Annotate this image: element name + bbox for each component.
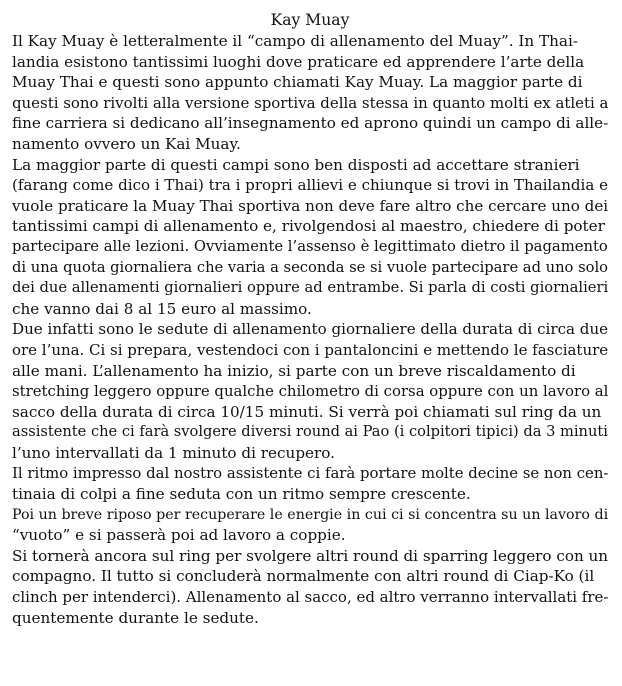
text-line: Il Kay Muay è letteralmente il “campo di allenamento del Muay”. In Thai- [12,32,578,50]
text-line: Si tornerà ancora sul ring per svolgere altri round di sparring leggero con un [12,546,609,565]
text-line: fine carriera si dedicano all’insegnamento ed aprono quindi un campo di alle- [12,114,609,133]
text-line: “vuoto” e si passerà poi ad lavoro a coppie. [12,526,346,545]
text-line: (farang come dico i Thai) tra i propri allievi e chiunque si trovi in Thailandia e [12,176,608,195]
text-line: alle mani. L’allenamento ha inizio, si parte con un breve riscaldamento di [12,361,576,380]
text-line: l’uno intervallati da 1 minuto di recupero. [12,443,336,462]
text-line: vuole praticare la Muay Thai sportiva non deve fare altro che cercare uno dei [12,196,609,215]
text-line: assistente che ci farà svolgere diversi round ai Pao (i colpitori tipici) da 3 minuti [12,423,608,441]
text-line: tantissimi campi di allenamento e, rivolgendosi al maestro, chiedere di poter [12,217,605,236]
text-line: namento ovvero un Kai Muay. [12,134,241,153]
document-title: Kay Muay [270,11,350,29]
text-line: sacco della durata di circa 10/15 minuti. Si verrà poi chiamati sul ring da un [12,402,602,421]
text-line: quentemente durante le sedute. [12,608,259,627]
text-line: che vanno dai 8 al 15 euro al massimo. [12,299,312,318]
text-line: partecipare alle lezioni. Ovviamente l’assenso è legittimato dietro il pagamento [12,237,608,255]
text-line: landia esistono tantissimi luoghi dove praticare ed apprendere l’arte della [12,52,585,71]
text-line: La maggior parte di questi campi sono ben disposti ad accettare stranieri [12,155,580,174]
text-line: dei due allenamenti giornalieri oppure ad entrambe. Si parla di costi giornalieri [12,279,609,297]
text-line: stretching leggero oppure qualche chilometro di corsa oppure con un lavoro al [12,382,609,401]
text-line: questi sono rivolti alla versione sportiva della stessa in quanto molti ex atleti a [12,93,609,112]
text-line: Il ritmo impresso dal nostro assistente ci farà portare molte decine se non cen- [12,464,609,483]
text-line: Muay Thai e questi sono appunto chiamati Kay Muay. La maggior parte di [12,73,583,92]
text-line: compagno. Il tutto si concluderà normalmente con altri round di Ciap-Ko (il [12,567,595,586]
text-line: ore l’una. Ci si prepara, vestendoci con i pantaloncini e mettendo le fasciature [12,340,609,359]
text-line: Due infatti sono le sedute di allenamento giornaliere della durata di circa due [12,320,609,339]
text-line: Poi un breve riposo per recuperare le energie in cui ci si concentra su un lavoro di [12,506,609,523]
text-line: di una quota giornaliera che varia a seconda se si vuole partecipare ad uno solo [12,258,608,276]
document-body [12,31,608,628]
text-line: tinaia di colpi a fine seduta con un ritmo sempre crescente. [12,485,471,504]
text-line: clinch per intenderci). Allenamento al sacco, ed altro verranno intervallati fre- [12,588,609,607]
